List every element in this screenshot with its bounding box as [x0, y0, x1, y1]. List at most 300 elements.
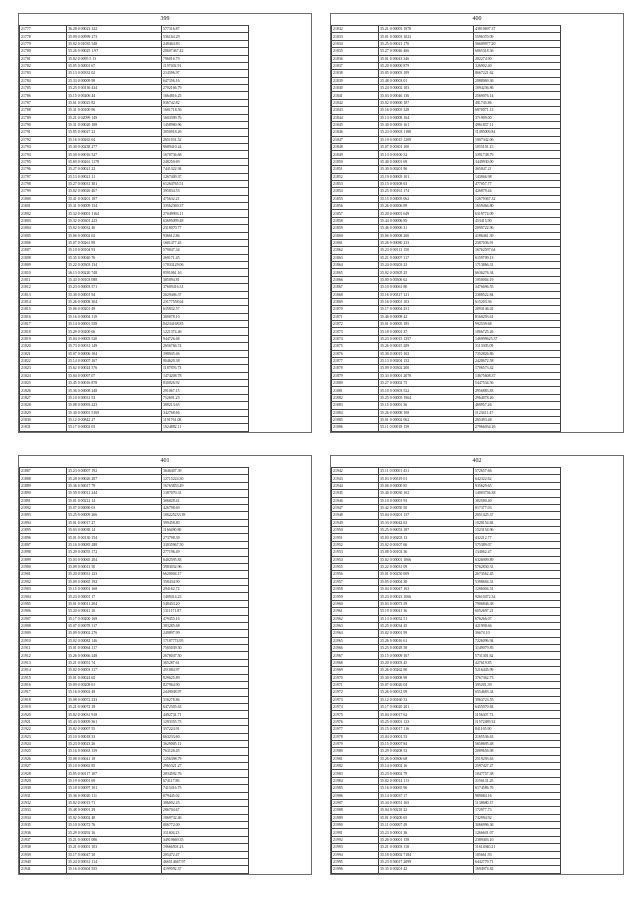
table-row [20, 416, 249, 423]
value-cell: 13675608.37 [474, 372, 561, 379]
row-id-cell: 21860 [332, 232, 379, 239]
value-cell: 6455970.84 [474, 704, 561, 711]
value-cell: 992539.68 [474, 321, 561, 328]
value-cell: 481745.86 [474, 99, 561, 106]
row-id-cell: 21877 [332, 357, 379, 364]
coordinate-cell: 35.25 0 00028 58 [379, 645, 474, 652]
row-id-cell: 21881 [332, 387, 379, 394]
row-id-cell: 21950 [332, 527, 379, 534]
value-cell: 6174586.76 [474, 785, 561, 792]
value-cell: 647356.16 [162, 77, 249, 84]
row-id-cell: 21839 [332, 77, 379, 84]
row-id-cell: 21970 [332, 674, 379, 681]
table-row [20, 40, 249, 47]
coordinate-cell: 35.21 0 00003 118 [379, 844, 474, 851]
value-cell: 358434.90 [162, 578, 249, 585]
value-cell: 1458980.96 [162, 121, 249, 128]
value-cell: 20607467.42 [162, 48, 249, 55]
coordinate-cell: 35.06 0 00201 49 [67, 306, 162, 313]
table-row [332, 468, 561, 475]
value-cell: 1713866.31 [474, 262, 561, 269]
coordinate-cell: 35.01 0 00003 1023 [379, 33, 474, 40]
table-row [332, 144, 561, 151]
coordinate-cell: 35.19 0 00001 69 [67, 777, 162, 784]
table-row [332, 475, 561, 482]
coordinate-cell: 35.15 0 00005 062 [379, 195, 474, 202]
table-row [332, 188, 561, 195]
coordinate-cell: 35.48 0 00001 29 [67, 807, 162, 814]
row-id-cell: 21892 [20, 504, 67, 511]
coordinate-cell: 35.01 0 00064 117 [67, 645, 162, 652]
value-cell: 479455.16 [162, 615, 249, 622]
table-row [332, 711, 561, 718]
table-row [20, 239, 249, 246]
coordinate-cell: 35.21 0 00007 117 [379, 254, 474, 261]
value-cell: 382580.40 [474, 497, 561, 504]
coordinate-cell: 35.22 0 00303 134 [67, 262, 162, 269]
table-row [20, 866, 249, 873]
coordinate-cell: 35.15 0 00206 44 [67, 92, 162, 99]
coordinate-cell: 35.20 0 00001 649 [379, 210, 474, 217]
table-row [332, 748, 561, 755]
coordinate-cell: 35.26 0 00008 304 [67, 298, 162, 305]
row-id-cell: 21976 [332, 718, 379, 725]
coordinate-cell: 35.40 0 00001 69 [379, 158, 474, 165]
value-cell: 5596370.09 [474, 33, 561, 40]
coordinate-cell: 35.01 0 00005 185 [379, 321, 474, 328]
value-cell: 12679367.32 [474, 195, 561, 202]
row-id-cell: 21983 [332, 770, 379, 777]
coordinate-cell: 35.14 0 00002 16 [379, 763, 474, 770]
row-id-cell: 21956 [332, 571, 379, 578]
coordinate-cell: 35.23 0 00113 150 [379, 247, 474, 254]
coordinate-cell: 35.30 0 00201 96 [379, 166, 474, 173]
value-cell: 2428672.58 [474, 357, 561, 364]
value-cell: 1311171.87 [162, 608, 249, 615]
coordinate-cell: 35.01 0 00002 062 [379, 416, 474, 423]
value-cell: 1681718.56 [162, 107, 249, 114]
coordinate-cell: 35.36 0 00008 248 [67, 387, 162, 394]
value-cell: 6442779.71 [474, 858, 561, 865]
coordinate-cell: 35.73 0 00031 149 [67, 343, 162, 350]
coordinate-cell: 35.10 0 00001 93 [379, 497, 474, 504]
table-row [332, 563, 561, 570]
row-id-cell: 21953 [332, 549, 379, 556]
row-id-cell: 21856 [332, 203, 379, 210]
coordinate-cell: 35.36 0 00017 79 [67, 482, 162, 489]
coordinate-cell: 35.29 0 00208 53 [379, 748, 474, 755]
coordinate-cell: 35.16 0 00317 121 [379, 291, 474, 298]
table-row [20, 490, 249, 497]
row-id-cell: 21819 [20, 335, 67, 342]
coordinate-cell: 35.07 0 00301 100 [379, 144, 474, 151]
row-id-cell: 21896 [20, 534, 67, 541]
value-cell: 3963723.55 [474, 696, 561, 703]
coordinate-cell: 35.21 0 02099 149 [67, 114, 162, 121]
coordinate-cell: 35.31 0 00100 96 [67, 107, 162, 114]
value-cell: 1869732.46 [162, 814, 249, 821]
row-id-cell: 21959 [332, 593, 379, 600]
row-id-cell: 21809 [20, 262, 67, 269]
coordinate-cell: 35.06 0 00000 85 [379, 482, 474, 489]
page-number: 402 [472, 458, 482, 464]
row-id-cell: 21802 [20, 210, 67, 217]
row-id-cell: 21792 [20, 136, 67, 143]
table-row [20, 335, 249, 342]
table-row [332, 298, 561, 305]
row-id-cell: 21858 [332, 217, 379, 224]
table-row [20, 578, 249, 585]
row-id-cell: 21910 [20, 637, 67, 644]
coordinate-cell: 35.33 0 00001 2070 [379, 372, 474, 379]
row-id-cell: 21780 [20, 48, 67, 55]
table-row [20, 99, 249, 106]
table-row [20, 321, 249, 328]
table-row [332, 637, 561, 644]
coordinate-cell: 35.27 0 00021 22 [67, 166, 162, 173]
coordinate-cell: 35.16 0 00065 96 [379, 785, 474, 792]
table-row [332, 387, 561, 394]
value-cell: 205472.47 [162, 851, 249, 858]
coordinate-cell: 35.30 0 00015 102 [379, 350, 474, 357]
page-number: 400 [472, 16, 482, 22]
coordinate-cell: 35.08 0 00041 18 [67, 755, 162, 762]
row-id-cell: 21908 [20, 622, 67, 629]
value-cell: 2388522.84 [474, 291, 561, 298]
coordinate-cell: 35.03 0 00073 59 [379, 600, 474, 607]
table-row [332, 129, 561, 136]
value-cell: 752691.25 [162, 394, 249, 401]
coordinate-cell: 35.09 0 00065 192 [67, 578, 162, 585]
value-cell: 451084.97 [162, 667, 249, 674]
value-cell: 17187774.95 [162, 637, 249, 644]
coordinate-cell: 35.12 0 00842 27 [67, 416, 162, 423]
coordinate-cell: 35.20 0 00031 123 [67, 571, 162, 578]
value-cell: 2964078.26 [474, 394, 561, 401]
row-id-cell: 21788 [20, 107, 67, 114]
value-cell: 2702166.79 [162, 85, 249, 92]
row-id-cell: 21989 [332, 814, 379, 821]
value-cell: 426879.44 [474, 188, 561, 195]
table-row [332, 313, 561, 320]
table-row [20, 519, 249, 526]
row-id-cell: 21869 [332, 298, 379, 305]
coordinate-cell: 35.30 0 00003 161 [379, 121, 474, 128]
value-cell: 936612.86 [162, 232, 249, 239]
table-row [332, 365, 561, 372]
table-row [20, 291, 249, 298]
value-cell: 1094236.86 [474, 85, 561, 92]
coordinate-cell: 35.03 0 00038 14 [67, 527, 162, 534]
coordinate-cell: 35.03 0 00046 136 [379, 92, 474, 99]
value-cell: 466514667.97 [162, 858, 249, 865]
table-row [20, 203, 249, 210]
coordinate-cell: 35.23 0 00015 1357 [379, 335, 474, 342]
table-row [332, 173, 561, 180]
coordinate-cell: 35.26 0 00262 80 [379, 667, 474, 674]
coordinate-cell: 35.30 0 00001 5169 [67, 409, 162, 416]
row-id-cell: 21894 [20, 519, 67, 526]
coordinate-cell: 35.10 0 00018 33 [67, 733, 162, 740]
row-id-cell: 21806 [20, 239, 67, 246]
coordinate-cell: 35.30 0 00238 277 [67, 144, 162, 151]
table-row [20, 726, 249, 733]
value-cell: 796016.79 [162, 55, 249, 62]
table-row [20, 696, 249, 703]
value-cell: 5216445.99 [474, 667, 561, 674]
value-cell: 326902.40 [474, 62, 561, 69]
table-row [20, 593, 249, 600]
value-cell: 19666501.23 [162, 844, 249, 851]
data-table [19, 467, 249, 874]
table-row [332, 107, 561, 114]
table-row [332, 689, 561, 696]
row-id-cell: 21975 [332, 711, 379, 718]
table-row [332, 777, 561, 784]
coordinate-cell: 35.15 0 00017 116 [379, 726, 474, 733]
row-id-cell: 21972 [332, 689, 379, 696]
value-cell: 6472505.63 [162, 704, 249, 711]
coordinate-cell: 35.61 0 00025 82 [67, 99, 162, 106]
value-cell: 5658695.48 [474, 740, 561, 747]
table-row [20, 402, 249, 409]
row-id-cell: 21996 [332, 866, 379, 873]
table-row [332, 799, 561, 806]
table-row [20, 173, 249, 180]
table-row [332, 866, 561, 873]
row-id-cell: 21876 [332, 350, 379, 357]
table-row [332, 504, 561, 511]
table-row [332, 85, 561, 92]
row-id-cell: 21925 [20, 748, 67, 755]
table-row [20, 482, 249, 489]
row-id-cell: 21832 [332, 26, 379, 33]
value-cell: 4199592.37 [162, 866, 249, 873]
table-row [20, 107, 249, 114]
row-id-cell: 21955 [332, 563, 379, 570]
row-id-cell: 21814 [20, 298, 67, 305]
table-row [332, 696, 561, 703]
value-cell: 1807342.06 [474, 136, 561, 143]
coordinate-cell: 35.17 0 00020 201 [379, 704, 474, 711]
row-id-cell: 21964 [332, 630, 379, 637]
value-cell: 1066725.26 [474, 328, 561, 335]
row-id-cell: 21912 [20, 652, 67, 659]
table-row [332, 519, 561, 526]
value-cell: 4492731.71 [162, 711, 249, 718]
coordinate-cell: 35.30 0 00001 94 [67, 291, 162, 298]
value-cell: 1659466.80 [474, 203, 561, 210]
row-id-cell: 21907 [20, 615, 67, 622]
table-row [20, 549, 249, 556]
table-row [20, 262, 249, 269]
value-cell: 2651031.52 [162, 136, 249, 143]
value-cell: 342768.66 [162, 409, 249, 416]
value-cell: 27049993.11 [162, 210, 249, 217]
coordinate-cell: 35.02 0 00107 66 [379, 541, 474, 548]
value-cell: 3113305.09 [474, 343, 561, 350]
table-row [332, 350, 561, 357]
coordinate-cell: 35.11 0 00001 431 [379, 468, 474, 475]
table-row [20, 62, 249, 69]
value-cell: 6065318.36 [474, 48, 561, 55]
table-row [332, 225, 561, 232]
row-id-cell: 21815 [20, 306, 67, 313]
row-id-cell: 21850 [332, 158, 379, 165]
table-row [332, 534, 561, 541]
row-id-cell: 21823 [20, 365, 67, 372]
row-id-cell: 21899 [20, 556, 67, 563]
coordinate-cell: 35.00 0 00506 62 [379, 276, 474, 283]
table-row [332, 622, 561, 629]
row-id-cell: 21785 [20, 85, 67, 92]
table-row [332, 755, 561, 762]
value-cell: 6319774.09 [474, 210, 561, 217]
value-cell: 269171.45 [162, 254, 249, 261]
table-row [20, 55, 249, 62]
value-cell: 249897.99 [162, 630, 249, 637]
table-row [20, 343, 249, 350]
row-id-cell: 21911 [20, 645, 67, 652]
table-row [20, 350, 249, 357]
table-row [20, 306, 249, 313]
coordinate-cell: 35.12 0 00160 53 [379, 696, 474, 703]
table-row [20, 785, 249, 792]
row-id-cell: 21781 [20, 55, 67, 62]
value-cell: 642322.62 [474, 475, 561, 482]
coordinate-cell: 35.10 0 00031 53 [67, 394, 162, 401]
coordinate-cell: 35.25 0 00021 170 [379, 40, 474, 47]
row-id-cell: 21951 [332, 534, 379, 541]
coordinate-cell: 35.08 0 00103 36 [379, 549, 474, 556]
row-id-cell: 21901 [20, 571, 67, 578]
row-id-cell: 21931 [20, 792, 67, 799]
row-id-cell: 21871 [332, 313, 379, 320]
table-row [332, 600, 561, 607]
table-row [332, 822, 561, 829]
coordinate-cell: 35.09 0 00999 273 [67, 33, 162, 40]
row-id-cell: 21875 [332, 343, 379, 350]
value-cell: 829625.89 [162, 674, 249, 681]
table-row [20, 777, 249, 784]
table-row [20, 829, 249, 836]
row-id-cell: 21898 [20, 549, 67, 556]
table-row [20, 667, 249, 674]
row-id-cell: 21822 [20, 357, 67, 364]
table-row [20, 328, 249, 335]
coordinate-cell: 35.35 0 00040 76 [67, 254, 162, 261]
table-row [20, 733, 249, 740]
value-cell: 33035967.50 [162, 541, 249, 548]
value-cell: 1409414.23 [162, 593, 249, 600]
value-cell: 817377.03 [474, 504, 561, 511]
value-cell: 43810697.37 [474, 26, 561, 33]
row-id-cell: 21797 [20, 173, 67, 180]
data-table [331, 25, 561, 432]
coordinate-cell: 35.25 0 00034 45 [379, 622, 474, 629]
table-row [332, 328, 561, 335]
row-id-cell: 21798 [20, 180, 67, 187]
coordinate-cell: 35.23 0 00001 36 [379, 829, 474, 836]
row-id-cell: 21790 [20, 121, 67, 128]
table-row [332, 593, 561, 600]
table-row [20, 409, 249, 416]
value-cell: 1706573.42 [474, 365, 561, 372]
table-row [332, 114, 561, 121]
table-row [332, 704, 561, 711]
table-row [332, 718, 561, 725]
row-id-cell: 21954 [332, 556, 379, 563]
value-cell: 2519293.63 [474, 755, 561, 762]
coordinate-cell: 35.16 0 00304 555 [67, 866, 162, 873]
table-row [20, 380, 249, 387]
table-row [332, 571, 561, 578]
table-row [20, 822, 249, 829]
row-id-cell: 21979 [332, 740, 379, 747]
row-id-cell: 21845 [332, 121, 379, 128]
value-cell: 2165536.63 [474, 733, 561, 740]
table-row [20, 563, 249, 570]
coordinate-cell: 35.69 0 00261 1178 [67, 158, 162, 165]
table-row [332, 770, 561, 777]
page-number: 401 [160, 458, 170, 464]
row-id-cell: 21824 [20, 372, 67, 379]
table-row [20, 210, 249, 217]
value-cell: 3476696.55 [474, 284, 561, 291]
coordinate-cell: 35.04 0 00218 22 [379, 807, 474, 814]
coordinate-cell: 35.17 0 00047 10 [67, 851, 162, 858]
row-id-cell: 21932 [20, 799, 67, 806]
table-row [20, 615, 249, 622]
value-cell: 3391738.79 [474, 151, 561, 158]
row-id-cell: 21863 [332, 254, 379, 261]
row-id-cell: 21885 [332, 416, 379, 423]
coordinate-cell: 35.15 0 00001 168 [67, 586, 162, 593]
value-cell: 277196.49 [162, 549, 249, 556]
row-id-cell: 21948 [332, 512, 379, 519]
coordinate-cell: 35.15 0 00007 84 [379, 740, 474, 747]
coordinate-cell: 35.04 0 00001 53 [379, 733, 474, 740]
row-id-cell: 21961 [332, 608, 379, 615]
row-id-cell: 21813 [20, 291, 67, 298]
coordinate-cell: 35.24 0 00203 23 [379, 262, 474, 269]
value-cell: 841165.90 [474, 726, 561, 733]
row-id-cell: 21820 [20, 343, 67, 350]
table-row [20, 247, 249, 254]
coordinate-cell: 35.11 0 00018 139 [379, 424, 474, 431]
coordinate-cell: 35.04 0 00047 163 [379, 586, 474, 593]
coordinate-cell: 35.07 0 00090 03 [67, 504, 162, 511]
value-cell: 4961837.11 [474, 121, 561, 128]
table-row [20, 468, 249, 475]
row-id-cell: 21949 [332, 519, 379, 526]
row-id-cell: 21787 [20, 99, 67, 106]
coordinate-cell: 35.25 0 00136 434 [67, 85, 162, 92]
coordinate-cell: 35.10 0 00063 85 [67, 763, 162, 770]
row-id-cell: 21789 [20, 114, 67, 121]
coordinate-cell: 35.27 0 00002 75 [379, 380, 474, 387]
value-cell: 7565039.30 [162, 645, 249, 652]
row-id-cell: 21947 [332, 504, 379, 511]
row-id-cell: 21795 [20, 158, 67, 165]
row-id-cell: 21917 [20, 689, 67, 696]
value-cell: 12715224.30 [162, 475, 249, 482]
coordinate-cell: 35.06 0 00008 200 [379, 232, 474, 239]
table-row [332, 527, 561, 534]
value-cell: 1055101.15 [474, 144, 561, 151]
table-row [20, 225, 249, 232]
value-cell: 579047.34 [162, 247, 249, 254]
